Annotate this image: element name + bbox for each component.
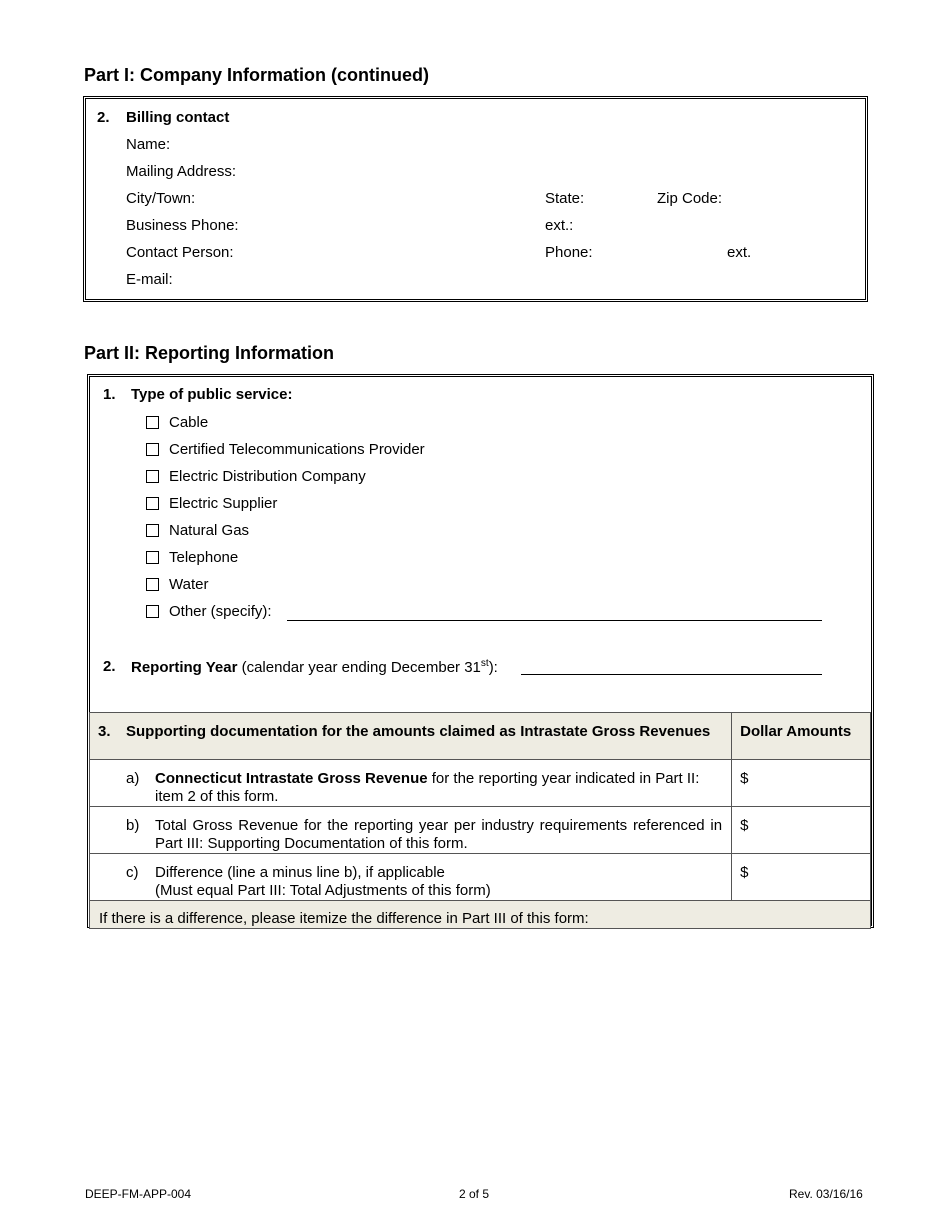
business-phone-label: Business Phone: — [126, 217, 239, 234]
item-number: 2. — [97, 109, 110, 126]
checkbox[interactable] — [146, 551, 159, 564]
checkbox[interactable] — [146, 524, 159, 537]
contact-person-label: Contact Person: — [126, 244, 234, 261]
billing-contact-title: Billing contact — [126, 109, 230, 126]
service-option-other[interactable] — [146, 601, 272, 621]
service-option-cable[interactable] — [146, 412, 208, 432]
table-row-c — [90, 854, 871, 901]
row-a-amount[interactable]: $ — [740, 770, 749, 787]
row-c-amount[interactable]: $ — [740, 864, 749, 881]
service-label: Natural Gas — [169, 521, 250, 539]
dollar-amounts-header: Dollar Amounts — [740, 723, 852, 740]
checkbox[interactable] — [146, 497, 159, 510]
business-phone-ext-label: ext.: — [545, 217, 574, 234]
table-header-text: Supporting documentation for the amounts claimed as Intrastate Gross Revenues — [126, 723, 711, 740]
billing-contact-box — [83, 96, 868, 302]
state-label: State: — [545, 190, 585, 207]
checkbox[interactable] — [146, 605, 159, 618]
service-label: Electric Supplier — [169, 494, 278, 512]
table-number: 3. — [98, 723, 111, 740]
q1-title: Type of public service: — [131, 386, 293, 403]
checkbox[interactable] — [146, 470, 159, 483]
service-label: Electric Distribution Company — [169, 467, 366, 485]
row-b-text: Total Gross Revenue for the reporting year per industry requirements referenced in Part III: Supporting Documentation of this form. — [155, 817, 723, 852]
service-option-natural-gas[interactable] — [146, 520, 249, 540]
part2-heading: Part II: Reporting Information — [84, 343, 334, 363]
part1-heading: Part I: Company Information (continued) — [84, 65, 429, 85]
service-option-water[interactable] — [146, 574, 208, 594]
q2-number: 2. — [103, 658, 116, 675]
q1-number: 1. — [103, 386, 116, 403]
reporting-year-label: Reporting Year (calendar year ending December 31st): — [131, 658, 498, 676]
revenue-table — [89, 712, 871, 929]
row-letter: c) — [126, 864, 139, 881]
row-letter: b) — [126, 817, 140, 834]
table-footer-row — [90, 901, 871, 929]
service-label: Cable — [169, 413, 209, 431]
row-c-text: Difference (line a minus line b), if applicable (Must equal Part III: Total Adjustments of this form) — [155, 864, 491, 899]
table-header-row — [90, 713, 871, 760]
table-row-b — [90, 807, 871, 854]
zip-code-label: Zip Code: — [657, 190, 723, 207]
service-option-electric-supplier[interactable] — [146, 493, 277, 513]
name-label: Name: — [126, 136, 171, 153]
phone-label: Phone: — [545, 244, 593, 261]
service-label: Telephone — [169, 548, 239, 566]
other-specify-line[interactable] — [287, 620, 822, 621]
service-option-telecom[interactable] — [146, 439, 425, 459]
service-label: Certified Telecommunications Provider — [169, 440, 425, 458]
checkbox[interactable] — [146, 416, 159, 429]
table-row-a — [90, 760, 871, 807]
reporting-year-line[interactable] — [521, 674, 822, 675]
service-label: Water — [169, 575, 209, 593]
service-label: Other (specify): — [169, 602, 272, 620]
mailing-address-label: Mailing Address: — [126, 163, 237, 180]
row-a-text: Connecticut Intrastate Gross Revenue for the reporting year indicated in Part II: item 2 of this form. — [155, 770, 700, 805]
row-letter: a) — [126, 770, 140, 787]
city-town-label: City/Town: — [126, 190, 196, 207]
email-label: E-mail: — [126, 271, 173, 288]
service-option-telephone[interactable] — [146, 547, 238, 567]
checkbox[interactable] — [146, 443, 159, 456]
checkbox[interactable] — [146, 578, 159, 591]
phone-ext-label: ext. — [727, 244, 752, 261]
service-option-electric-distribution[interactable] — [146, 466, 366, 486]
page-number: 2 of 5 — [459, 1187, 490, 1201]
form-id: DEEP-FM-APP-004 — [85, 1187, 192, 1201]
row-b-amount[interactable]: $ — [740, 817, 749, 834]
difference-note: If there is a difference, please itemize the difference in Part III of this form: — [99, 910, 589, 927]
revision-date: Rev. 03/16/16 — [789, 1187, 863, 1201]
